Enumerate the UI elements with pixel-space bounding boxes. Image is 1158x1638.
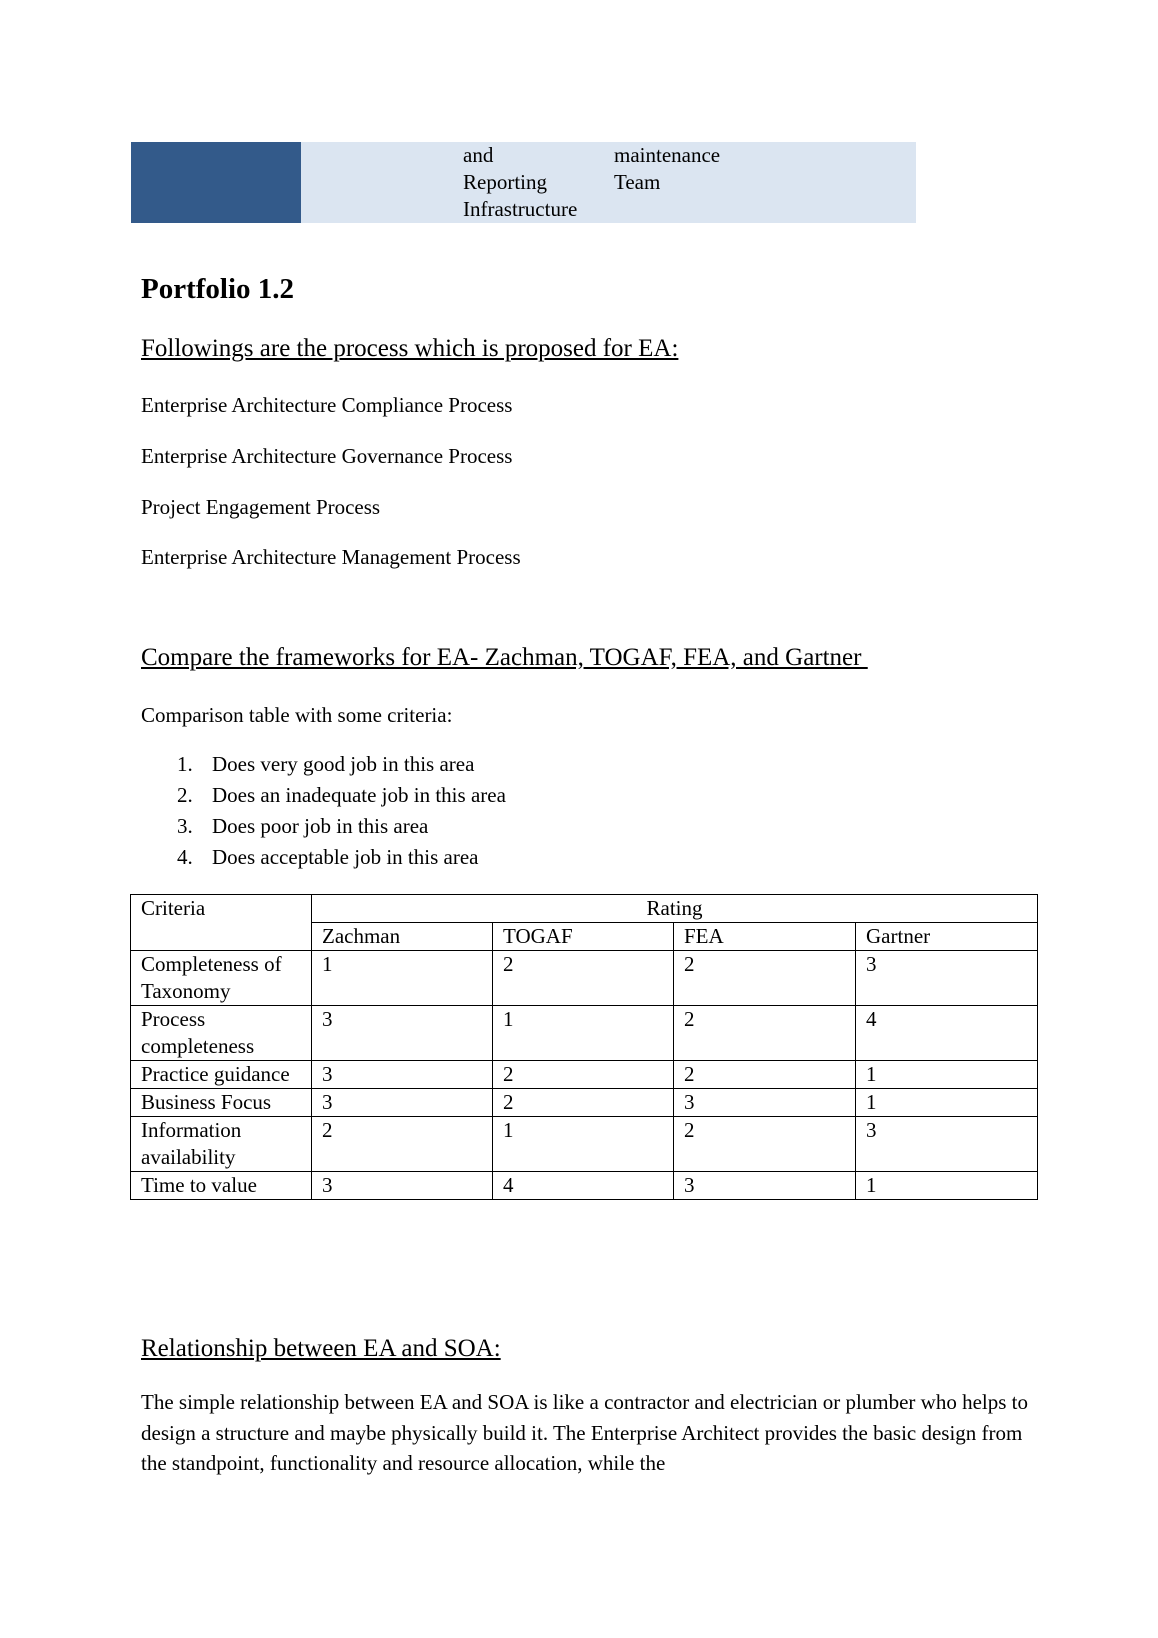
process-item: Enterprise Architecture Compliance Process — [141, 393, 513, 417]
list-item — [141, 780, 506, 811]
criteria-legend-list — [141, 749, 506, 873]
rating-cell: 2 — [674, 951, 856, 1006]
band-col1-line: Infrastructure — [463, 197, 578, 221]
band-column-2 — [614, 142, 720, 196]
rating-cell: 1 — [856, 1172, 1038, 1200]
rating-cell: 1 — [856, 1089, 1038, 1117]
criteria-cell: Process completeness — [131, 1006, 312, 1061]
page-heading: Portfolio 1.2 — [141, 273, 295, 305]
process-item: Enterprise Architecture Management Process — [141, 545, 521, 569]
relationship-section-title: Relationship between EA and SOA: — [141, 1335, 501, 1362]
list-text: Does an inadequate job in this area — [212, 783, 506, 807]
compare-section-title: Compare the frameworks for EA- Zachman, TOGAF, FEA, and Gartner — [141, 644, 868, 671]
band-col2-line: Team — [614, 170, 661, 194]
list-item — [141, 811, 506, 842]
rating-cell: 2 — [493, 1061, 674, 1089]
framework-header: TOGAF — [493, 923, 674, 951]
framework-header: FEA — [674, 923, 856, 951]
relationship-paragraph: The simple relationship between EA and SOA is like a contractor and electrician or plumber who helps to design a structure and maybe physically build it. The Enterprise Architect provides the basic design from the standpoint, functionality and resource allocation, while the — [141, 1390, 1029, 1475]
rating-cell: 1 — [493, 1117, 674, 1172]
rating-cell: 3 — [312, 1172, 493, 1200]
rating-cell: 3 — [312, 1089, 493, 1117]
band-col2-line: maintenance — [614, 143, 721, 167]
process-item: Project Engagement Process — [141, 495, 381, 519]
rating-cell: 3 — [856, 951, 1038, 1006]
list-text: Does very good job in this area — [212, 752, 475, 776]
list-number: 1. — [177, 752, 193, 776]
table-header-row — [131, 895, 1038, 923]
rating-cell: 1 — [493, 1006, 674, 1061]
rating-header: Rating — [312, 895, 1038, 923]
comparison-table — [130, 894, 1038, 1200]
band-col1-line: Reporting — [463, 170, 547, 194]
table-row — [131, 1172, 1038, 1200]
criteria-header: Criteria — [131, 895, 312, 951]
rating-cell: 3 — [312, 1006, 493, 1061]
list-number: 2. — [177, 783, 193, 807]
band-column-1 — [463, 142, 577, 223]
process-section-title: Followings are the process which is proposed for EA: — [141, 335, 679, 362]
rating-cell: 2 — [674, 1117, 856, 1172]
rating-cell: 1 — [856, 1061, 1038, 1089]
rating-cell: 2 — [312, 1117, 493, 1172]
rating-cell: 3 — [312, 1061, 493, 1089]
table-row — [131, 1006, 1038, 1061]
rating-cell: 2 — [493, 951, 674, 1006]
table-row — [131, 1117, 1038, 1172]
rating-cell: 3 — [856, 1117, 1038, 1172]
table-band-dark-cell — [131, 142, 301, 223]
table-row — [131, 1061, 1038, 1089]
rating-cell: 3 — [674, 1172, 856, 1200]
comparison-intro: Comparison table with some criteria: — [141, 703, 453, 727]
process-item: Enterprise Architecture Governance Process — [141, 444, 513, 468]
list-text: Does acceptable job in this area — [212, 845, 479, 869]
rating-cell: 1 — [312, 951, 493, 1006]
band-col1-line: and — [463, 143, 494, 167]
criteria-cell: Time to value — [131, 1172, 312, 1200]
rating-cell: 2 — [674, 1006, 856, 1061]
list-text: Does poor job in this area — [212, 814, 429, 838]
rating-cell: 3 — [674, 1089, 856, 1117]
table-row — [131, 951, 1038, 1006]
table-row — [131, 1089, 1038, 1117]
list-number: 3. — [177, 814, 193, 838]
rating-cell: 2 — [674, 1061, 856, 1089]
rating-cell: 2 — [493, 1089, 674, 1117]
criteria-cell: Business Focus — [131, 1089, 312, 1117]
criteria-cell: Completeness of Taxonomy — [131, 951, 312, 1006]
criteria-cell: Practice guidance — [131, 1061, 312, 1089]
list-item — [141, 749, 506, 780]
framework-header: Zachman — [312, 923, 493, 951]
table-band-light-cell — [301, 142, 916, 223]
criteria-cell: Information availability — [131, 1117, 312, 1172]
rating-cell: 4 — [493, 1172, 674, 1200]
rating-cell: 4 — [856, 1006, 1038, 1061]
list-item — [141, 842, 506, 873]
list-number: 4. — [177, 845, 193, 869]
framework-header: Gartner — [856, 923, 1038, 951]
